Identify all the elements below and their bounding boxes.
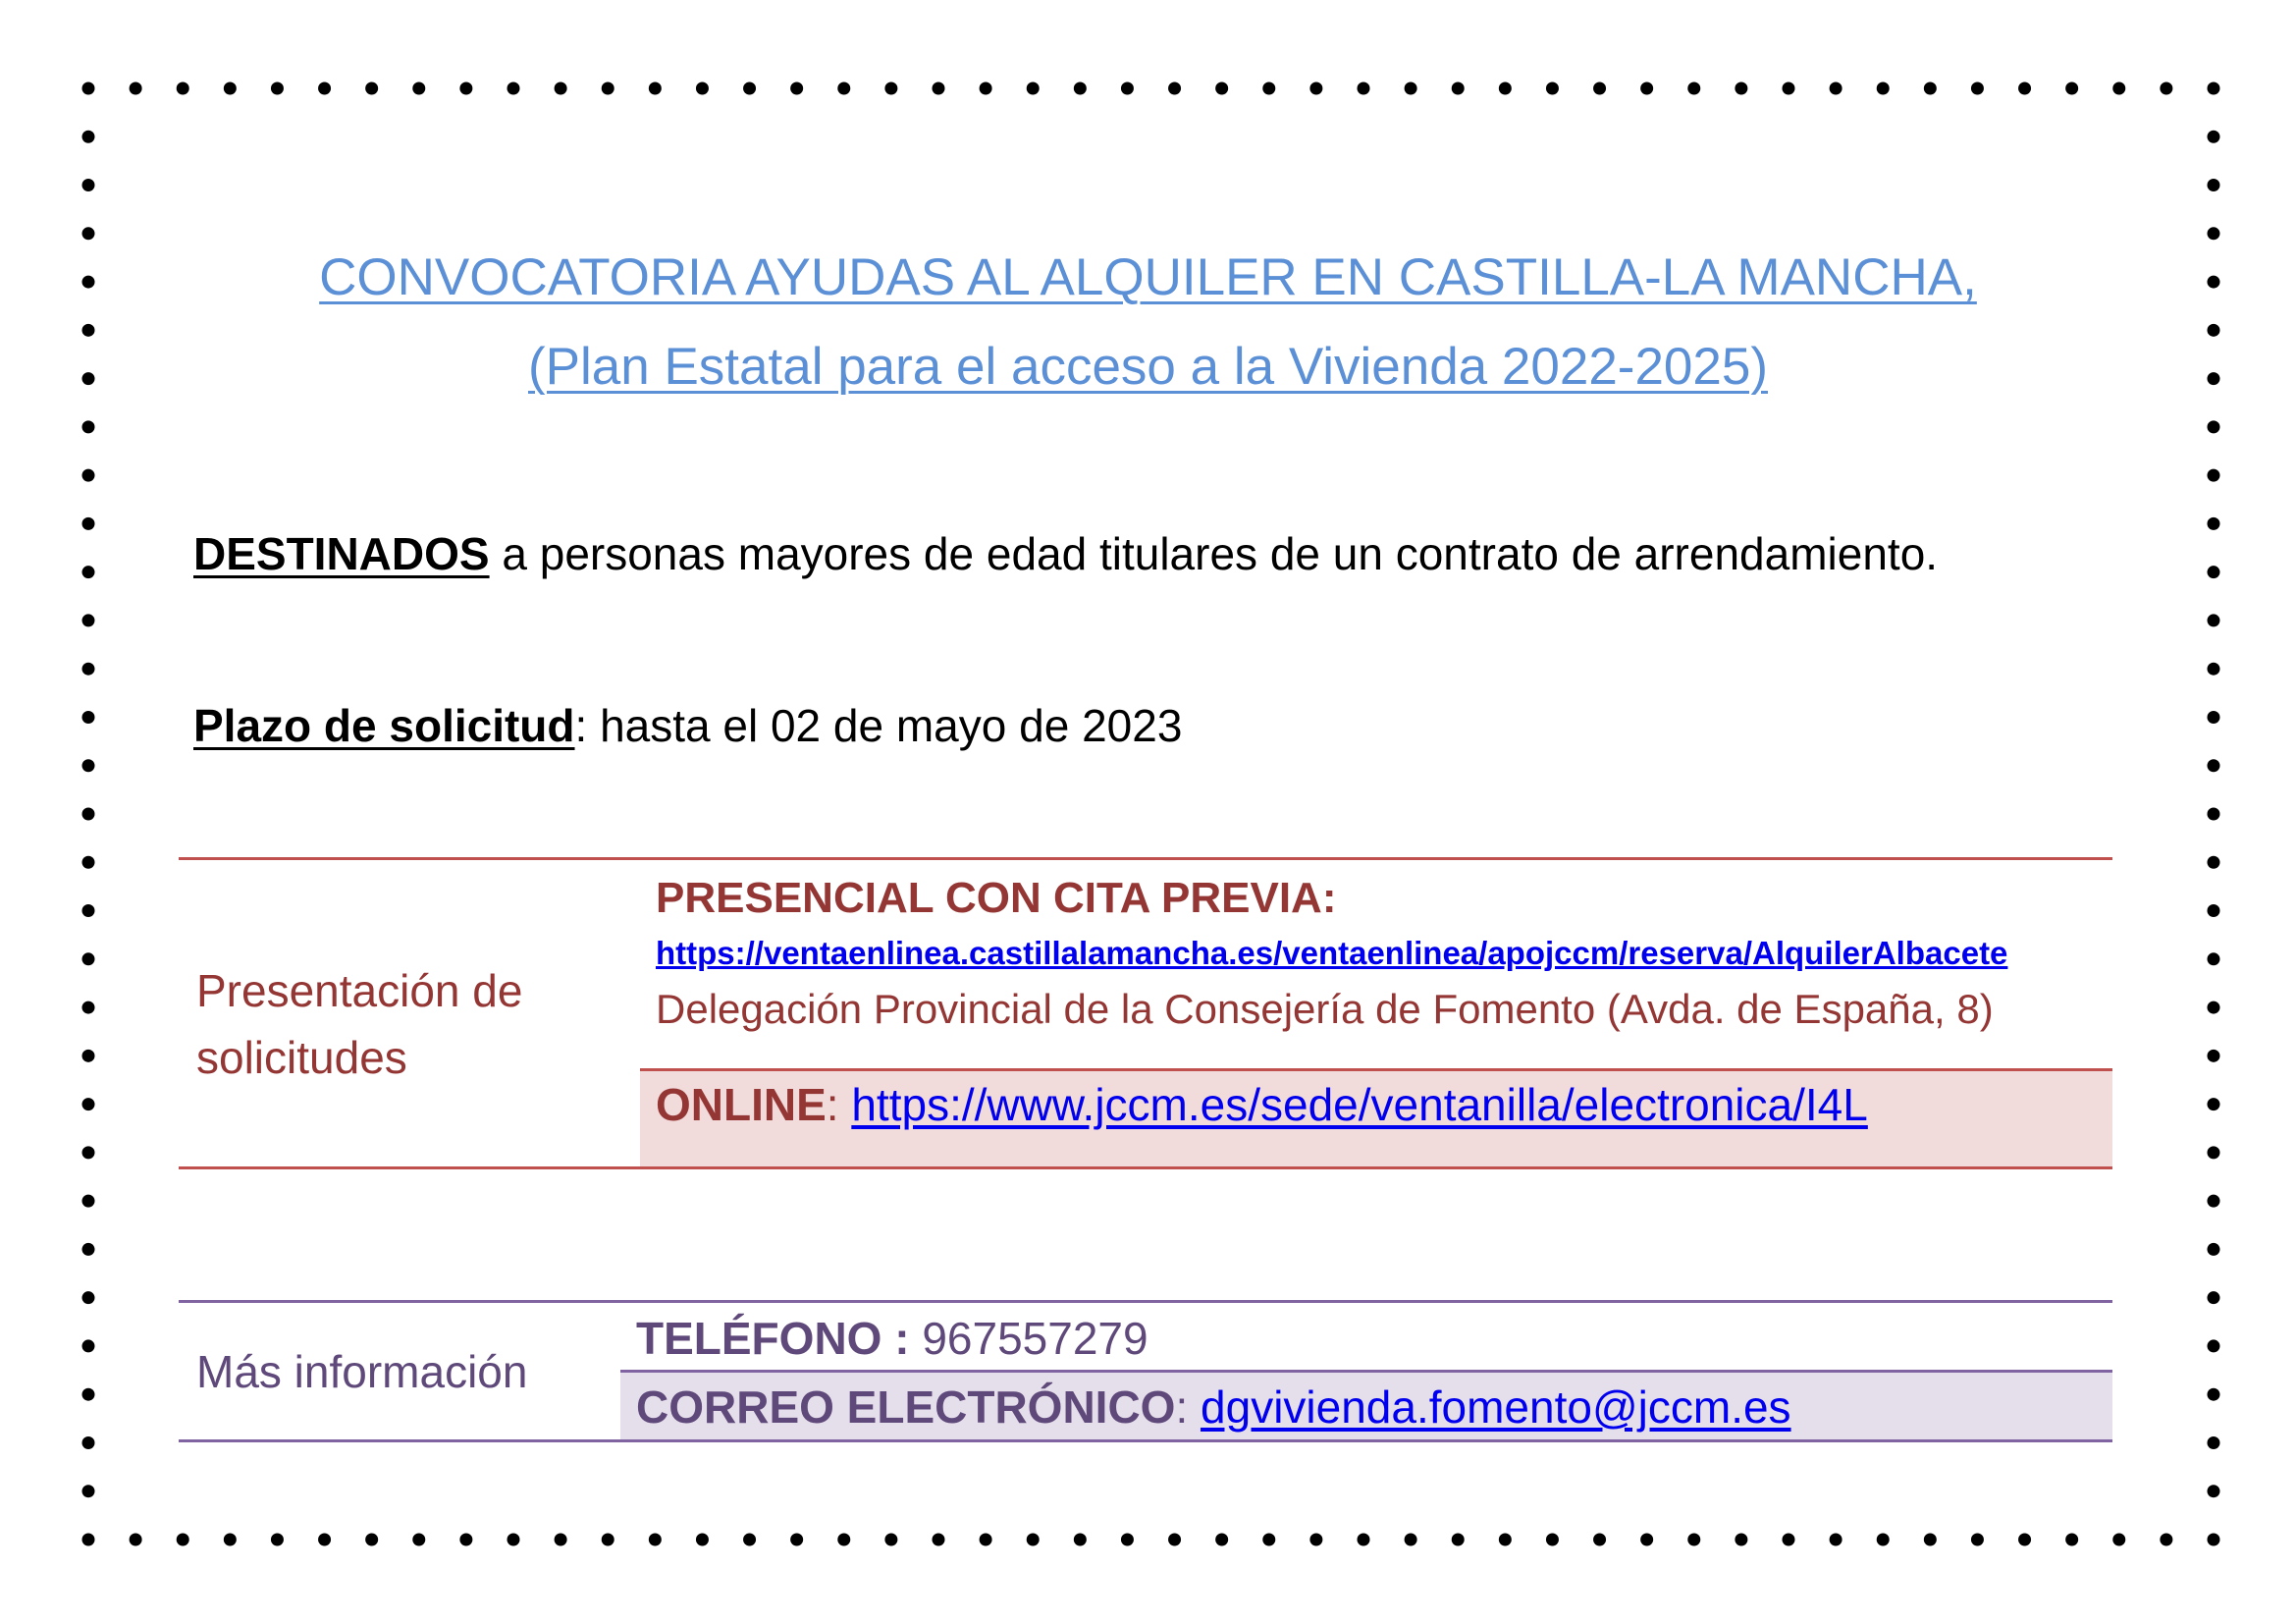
frame-dot: [82, 1001, 95, 1014]
frame-dot: [2208, 856, 2220, 869]
frame-dot: [980, 1534, 992, 1546]
presencial-heading: PRESENCIAL CON CITA PREVIA:: [656, 874, 1337, 922]
frame-dot: [177, 82, 189, 95]
frame-dot: [224, 82, 237, 95]
frame-dot: [1074, 1534, 1087, 1546]
frame-dot: [82, 1534, 95, 1546]
frame-dot: [2208, 1388, 2220, 1401]
frame-dot: [1262, 82, 1275, 95]
info-top-rule: [179, 1300, 2112, 1303]
presentacion-label-line-2: solicitudes: [196, 1032, 407, 1083]
frame-dot: [82, 808, 95, 821]
frame-dot: [2208, 1001, 2220, 1014]
correo-row: [636, 1380, 1791, 1434]
frame-dot: [884, 82, 897, 95]
frame-dot: [2208, 1291, 2220, 1304]
frame-dot: [790, 1534, 803, 1546]
frame-dot: [2208, 227, 2220, 240]
frame-dot: [1924, 82, 1937, 95]
frame-dot: [82, 1339, 95, 1352]
frame-dot: [1877, 82, 1890, 95]
frame-dot: [1640, 1534, 1653, 1546]
frame-dot: [2112, 82, 2125, 95]
frame-dot: [2208, 1098, 2220, 1110]
destinados-lead: DESTINADOS: [193, 528, 490, 579]
frame-dot: [2208, 1436, 2220, 1449]
frame-dot: [82, 469, 95, 482]
frame-dot: [2208, 82, 2220, 95]
frame-dot: [2018, 82, 2031, 95]
presentacion-mid-rule: [640, 1068, 2112, 1071]
frame-dot: [2208, 1243, 2220, 1256]
frame-dot: [602, 82, 614, 95]
frame-dot: [1830, 82, 1842, 95]
frame-dot: [412, 82, 425, 95]
frame-dot: [82, 759, 95, 772]
plazo-text: : hasta el 02 de mayo de 2023: [574, 700, 1183, 751]
frame-dot: [2208, 469, 2220, 482]
frame-dot: [2208, 952, 2220, 965]
frame-dot: [82, 227, 95, 240]
frame-dot: [602, 1534, 614, 1546]
frame-dot: [2208, 711, 2220, 724]
frame-dot: [1215, 1534, 1228, 1546]
plazo-paragraph: [193, 699, 1182, 752]
frame-dot: [82, 856, 95, 869]
frame-dot: [271, 1534, 284, 1546]
frame-dot: [2208, 179, 2220, 191]
title-line-1: CONVOCATORIA AYUDAS AL ALQUILER EN CASTILLA-LA MANCHA,: [319, 248, 1977, 306]
frame-dot: [82, 517, 95, 530]
frame-dot: [82, 82, 95, 95]
frame-dot: [507, 82, 520, 95]
frame-dot: [82, 1243, 95, 1256]
frame-dot: [177, 1534, 189, 1546]
frame-dot: [82, 1436, 95, 1449]
frame-dot: [2208, 1339, 2220, 1352]
info-mid-rule: [620, 1370, 2112, 1373]
frame-dot: [82, 1050, 95, 1062]
title-line-2: (Plan Estatal para el acceso a la Vivienda 2022-2025): [528, 338, 1768, 396]
frame-dot: [82, 566, 95, 578]
frame-dot: [318, 82, 331, 95]
frame-dot: [1593, 1534, 1606, 1546]
frame-dot: [1452, 82, 1465, 95]
frame-dot: [2208, 1195, 2220, 1208]
frame-dot: [1783, 1534, 1795, 1546]
frame-dot: [2208, 517, 2220, 530]
frame-dot: [2208, 904, 2220, 917]
frame-dot: [318, 1534, 331, 1546]
presencial-office: Delegación Provincial de la Consejería de Fomento (Avda. de España, 8): [656, 986, 1994, 1032]
frame-dot: [1687, 1534, 1700, 1546]
frame-dot: [2208, 324, 2220, 337]
frame-dot: [1309, 1534, 1322, 1546]
frame-dot: [980, 82, 992, 95]
frame-dot: [1971, 1534, 1984, 1546]
presentacion-bottom-rule: [179, 1166, 2112, 1169]
frame-dot: [1168, 1534, 1181, 1546]
telefono-label: TELÉFONO :: [636, 1313, 910, 1364]
frame-dot: [82, 1291, 95, 1304]
frame-dot: [82, 1195, 95, 1208]
frame-dot: [696, 1534, 709, 1546]
frame-dot: [1215, 82, 1228, 95]
frame-dot: [224, 1534, 237, 1546]
frame-dot: [82, 1098, 95, 1110]
frame-dot: [933, 82, 945, 95]
frame-dot: [555, 82, 567, 95]
frame-dot: [2208, 566, 2220, 578]
frame-dot: [933, 1534, 945, 1546]
frame-dot: [82, 1485, 95, 1497]
frame-dot: [1309, 82, 1322, 95]
plazo-lead: Plazo de solicitud: [193, 700, 575, 751]
frame-dot: [2065, 82, 2078, 95]
info-bottom-rule: [179, 1439, 2112, 1442]
frame-dot: [2208, 614, 2220, 626]
correo-label: CORREO ELECTRÓNICO: [636, 1381, 1176, 1433]
frame-dot: [2018, 1534, 2031, 1546]
frame-dot: [130, 1534, 142, 1546]
frame-dot: [1499, 82, 1512, 95]
frame-dot: [884, 1534, 897, 1546]
frame-dot: [1971, 82, 1984, 95]
frame-dot: [1027, 1534, 1040, 1546]
frame-dot: [1546, 82, 1559, 95]
frame-dot: [1546, 1534, 1559, 1546]
frame-dot: [82, 1146, 95, 1159]
frame-dot: [2065, 1534, 2078, 1546]
frame-dot: [82, 952, 95, 965]
frame-dot: [1640, 82, 1653, 95]
frame-dot: [1262, 1534, 1275, 1546]
frame-dot: [2208, 1050, 2220, 1062]
frame-dot: [1027, 82, 1040, 95]
presentacion-label-line-1: Presentación de: [196, 965, 523, 1016]
frame-dot: [82, 614, 95, 626]
frame-dot: [1358, 82, 1370, 95]
telefono-value: 967557279: [909, 1313, 1148, 1364]
frame-dot: [507, 1534, 520, 1546]
frame-dot: [271, 82, 284, 95]
frame-dot: [1687, 82, 1700, 95]
frame-dot: [743, 82, 756, 95]
frame-dot: [130, 82, 142, 95]
frame-dot: [790, 82, 803, 95]
frame-dot: [1405, 1534, 1417, 1546]
frame-dot: [365, 1534, 378, 1546]
frame-dot: [1168, 82, 1181, 95]
frame-dot: [1121, 82, 1134, 95]
frame-dot: [82, 1388, 95, 1401]
frame-dot: [2208, 808, 2220, 821]
frame-dot: [1830, 1534, 1842, 1546]
info-label: Más información: [196, 1346, 528, 1397]
online-label: ONLINE: [656, 1079, 827, 1130]
destinados-text: a personas mayores de edad titulares de un contrato de arrendamiento.: [489, 528, 1939, 579]
frame-dot: [1877, 1534, 1890, 1546]
frame-dot: [1074, 82, 1087, 95]
frame-dot: [365, 82, 378, 95]
frame-dot: [1405, 82, 1417, 95]
frame-dot: [696, 82, 709, 95]
frame-dot: [82, 420, 95, 433]
online-link[interactable]: https://www.jccm.es/sede/ventanilla/electronica/I4L: [851, 1079, 1868, 1130]
frame-dot: [2208, 1146, 2220, 1159]
frame-dot: [1735, 82, 1747, 95]
frame-dot: [2208, 663, 2220, 676]
destinados-paragraph: [193, 527, 1938, 580]
frame-dot: [2208, 131, 2220, 143]
frame-dot: [1499, 1534, 1512, 1546]
frame-dot: [743, 1534, 756, 1546]
presentacion-top-rule: [179, 857, 2112, 860]
correo-separator: :: [1175, 1381, 1201, 1433]
online-separator: :: [826, 1079, 852, 1130]
frame-dot: [82, 663, 95, 676]
frame-dot: [82, 131, 95, 143]
frame-dot: [1735, 1534, 1747, 1546]
frame-dot: [1358, 1534, 1370, 1546]
frame-dot: [649, 1534, 662, 1546]
frame-dot: [649, 82, 662, 95]
frame-dot: [2208, 420, 2220, 433]
frame-dot: [1121, 1534, 1134, 1546]
frame-dot: [1783, 82, 1795, 95]
frame-dot: [2208, 1485, 2220, 1497]
frame-dot: [412, 1534, 425, 1546]
frame-dot: [1452, 1534, 1465, 1546]
frame-dot: [82, 179, 95, 191]
frame-dot: [2208, 759, 2220, 772]
frame-dot: [82, 711, 95, 724]
correo-link[interactable]: dgvivienda.fomento@jccm.es: [1201, 1381, 1791, 1433]
frame-dot: [1924, 1534, 1937, 1546]
frame-dot: [82, 904, 95, 917]
frame-dot: [837, 82, 850, 95]
frame-dot: [459, 1534, 472, 1546]
online-row: [656, 1078, 1868, 1131]
frame-dot: [459, 82, 472, 95]
frame-dot: [1593, 82, 1606, 95]
telefono-row: [636, 1312, 1148, 1365]
frame-dot: [2112, 1534, 2125, 1546]
presencial-link[interactable]: https://ventaenlinea.castillalamancha.es/ventaenlinea/apojccm/reserva/AlquilerAlbacete: [656, 935, 2008, 971]
frame-dot: [837, 1534, 850, 1546]
frame-dot: [2208, 1534, 2220, 1546]
frame-dot: [555, 1534, 567, 1546]
presentacion-label: [196, 957, 522, 1091]
frame-dot: [82, 324, 95, 337]
frame-dot: [2160, 1534, 2172, 1546]
frame-dot: [2160, 82, 2172, 95]
